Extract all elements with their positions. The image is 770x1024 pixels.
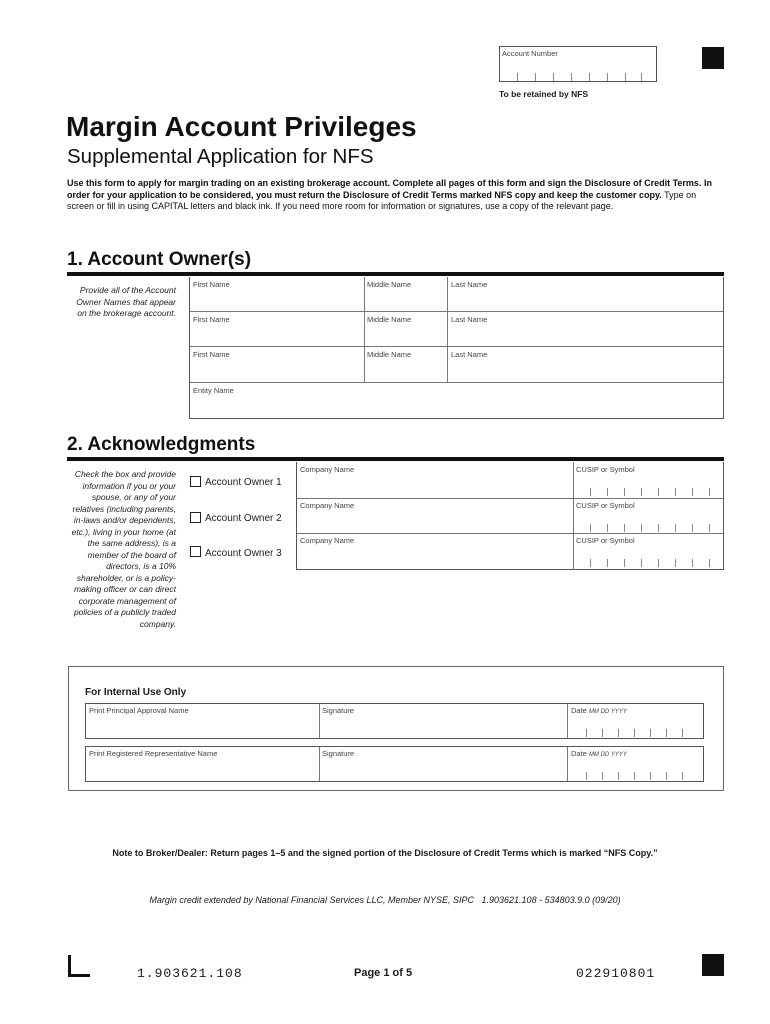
registered-rep-name-label: Print Registered Representative Name — [89, 749, 218, 758]
account-number-input[interactable] — [504, 64, 656, 80]
registration-mark-bottom-right — [702, 954, 724, 976]
cusip-label-1: CUSIP or Symbol — [576, 465, 635, 474]
section2-rule — [67, 457, 724, 461]
credit-footer-line — [0, 895, 770, 905]
owner3-middle-name-label: Middle Name — [367, 350, 412, 359]
retained-note: To be retained by NFS — [499, 89, 589, 99]
account-owner-table — [189, 277, 724, 419]
owner2-last-name-label: Last Name — [451, 315, 488, 324]
registered-rep-name-input[interactable] — [89, 761, 319, 780]
owner3-middle-name-input[interactable] — [367, 362, 447, 380]
owner3-last-name-label: Last Name — [451, 350, 488, 359]
company-name-input-1[interactable] — [300, 477, 572, 496]
rep-date-input[interactable] — [571, 761, 703, 780]
owner2-middle-name-input[interactable] — [367, 327, 447, 345]
account-number-label: Account Number — [502, 49, 558, 58]
owner1-acknowledgment-checkbox[interactable] — [190, 476, 201, 487]
principal-date-input[interactable] — [571, 718, 703, 737]
company-name-input-3[interactable] — [300, 548, 572, 567]
section2-title: 2. Acknowledgments — [67, 434, 256, 455]
owner3-first-name-input[interactable] — [193, 362, 363, 380]
principal-date-format: MM DD YYYY — [588, 709, 627, 715]
section1-title: 1. Account Owner(s) — [67, 249, 252, 270]
owner3-acknowledgment-label: Account Owner 3 — [205, 548, 282, 559]
cusip-label-2: CUSIP or Symbol — [576, 501, 635, 510]
owner2-acknowledgment-label: Account Owner 2 — [205, 513, 282, 524]
intro-normal-text: Type on screen or fill in using CAPITAL letters and black ink. If you need more room for information or signatures, use a copy of the relevant page. — [67, 189, 697, 211]
cusip-input-3[interactable] — [577, 548, 723, 567]
broker-dealer-note: Note to Broker/Dealer: Return pages 1–5 and the signed portion of the Disclosure of Credit Terms which is marked “NFS Copy.” — [112, 848, 658, 858]
principal-date-label: Date MM DD YYYY — [571, 706, 627, 715]
intro-bold-text: Use this form to apply for margin trading on an existing brokerage account. Complete all pages of this form and sign the Disclosure of Credit Terms. In order for your application to be considered, you must return the Disclosure of Credit Terms marked NFS copy and keep the customer copy. — [67, 178, 712, 200]
owner2-last-name-input[interactable] — [451, 327, 723, 345]
internal-use-title: For Internal Use Only — [85, 687, 187, 698]
rep-date-format: MM DD YYYY — [588, 752, 627, 758]
cusip-input-1[interactable] — [577, 477, 723, 496]
owner2-acknowledgment-checkbox[interactable] — [190, 512, 201, 523]
owner3-last-name-input[interactable] — [451, 362, 723, 380]
page-number: Page 1 of 5 — [354, 967, 413, 979]
company-name-label-3: Company Name — [300, 536, 355, 545]
rep-signature-label: Signature — [322, 749, 355, 758]
company-name-label-2: Company Name — [300, 501, 355, 510]
owner3-first-name-label: First Name — [193, 350, 230, 359]
entity-name-label: Entity Name — [193, 386, 234, 395]
owner2-middle-name-label: Middle Name — [367, 315, 412, 324]
company-name-label-1: Company Name — [300, 465, 355, 474]
registration-mark-bottom-left — [68, 955, 90, 977]
owner1-last-name-input[interactable] — [451, 292, 723, 310]
acknowledgment-table — [296, 462, 724, 570]
owner1-first-name-input[interactable] — [193, 292, 363, 310]
page-subtitle: Supplemental Application for NFS — [67, 145, 374, 168]
intro-text — [67, 178, 722, 213]
owner2-first-name-input[interactable] — [193, 327, 363, 345]
form-code-text: 1.903621.108 - 534803.9.0 (09/20) — [481, 895, 621, 905]
owner1-first-name-label: First Name — [193, 280, 230, 289]
cusip-input-2[interactable] — [577, 513, 723, 532]
entity-name-input[interactable] — [193, 398, 723, 416]
section2-note: Check the box and provide information if you or your spouse, or any of your relatives (including parents, in-laws and/or dependents, etc.), living in your home (at the same address), is a member of the board of directors, is a 10% shareholder, or is a policy-making officer or can direct corporate management of policies of a publicly traded company. — [71, 469, 176, 629]
account-number-box[interactable] — [499, 46, 657, 82]
cusip-label-3: CUSIP or Symbol — [576, 536, 635, 545]
rep-signature-input[interactable] — [322, 761, 567, 780]
registered-rep-row — [85, 746, 704, 782]
owner2-first-name-label: First Name — [193, 315, 230, 324]
owner1-middle-name-input[interactable] — [367, 292, 447, 310]
section1-note: Provide all of the Account Owner Names that appear on the brokerage account. — [76, 285, 176, 318]
principal-approval-name-input[interactable] — [89, 718, 319, 737]
section1-rule — [67, 272, 724, 276]
owner1-middle-name-label: Middle Name — [367, 280, 412, 289]
form-number: 1.903621.108 — [137, 966, 243, 981]
owner3-acknowledgment-checkbox[interactable] — [190, 546, 201, 557]
credit-line-text: Margin credit extended by National Financial Services LLC, Member NYSE, SIPC — [149, 895, 474, 905]
principal-approval-name-label: Print Principal Approval Name — [89, 706, 189, 715]
principal-approval-row — [85, 703, 704, 739]
owner1-acknowledgment-label: Account Owner 1 — [205, 477, 282, 488]
registration-mark-top-right — [702, 47, 724, 69]
barcode-number: 022910801 — [576, 966, 656, 981]
principal-signature-label: Signature — [322, 706, 355, 715]
principal-signature-input[interactable] — [322, 718, 567, 737]
owner1-last-name-label: Last Name — [451, 280, 488, 289]
company-name-input-2[interactable] — [300, 513, 572, 532]
internal-use-panel — [68, 666, 724, 791]
page-title: Margin Account Privileges — [66, 111, 417, 142]
rep-date-label: Date MM DD YYYY — [571, 749, 627, 758]
